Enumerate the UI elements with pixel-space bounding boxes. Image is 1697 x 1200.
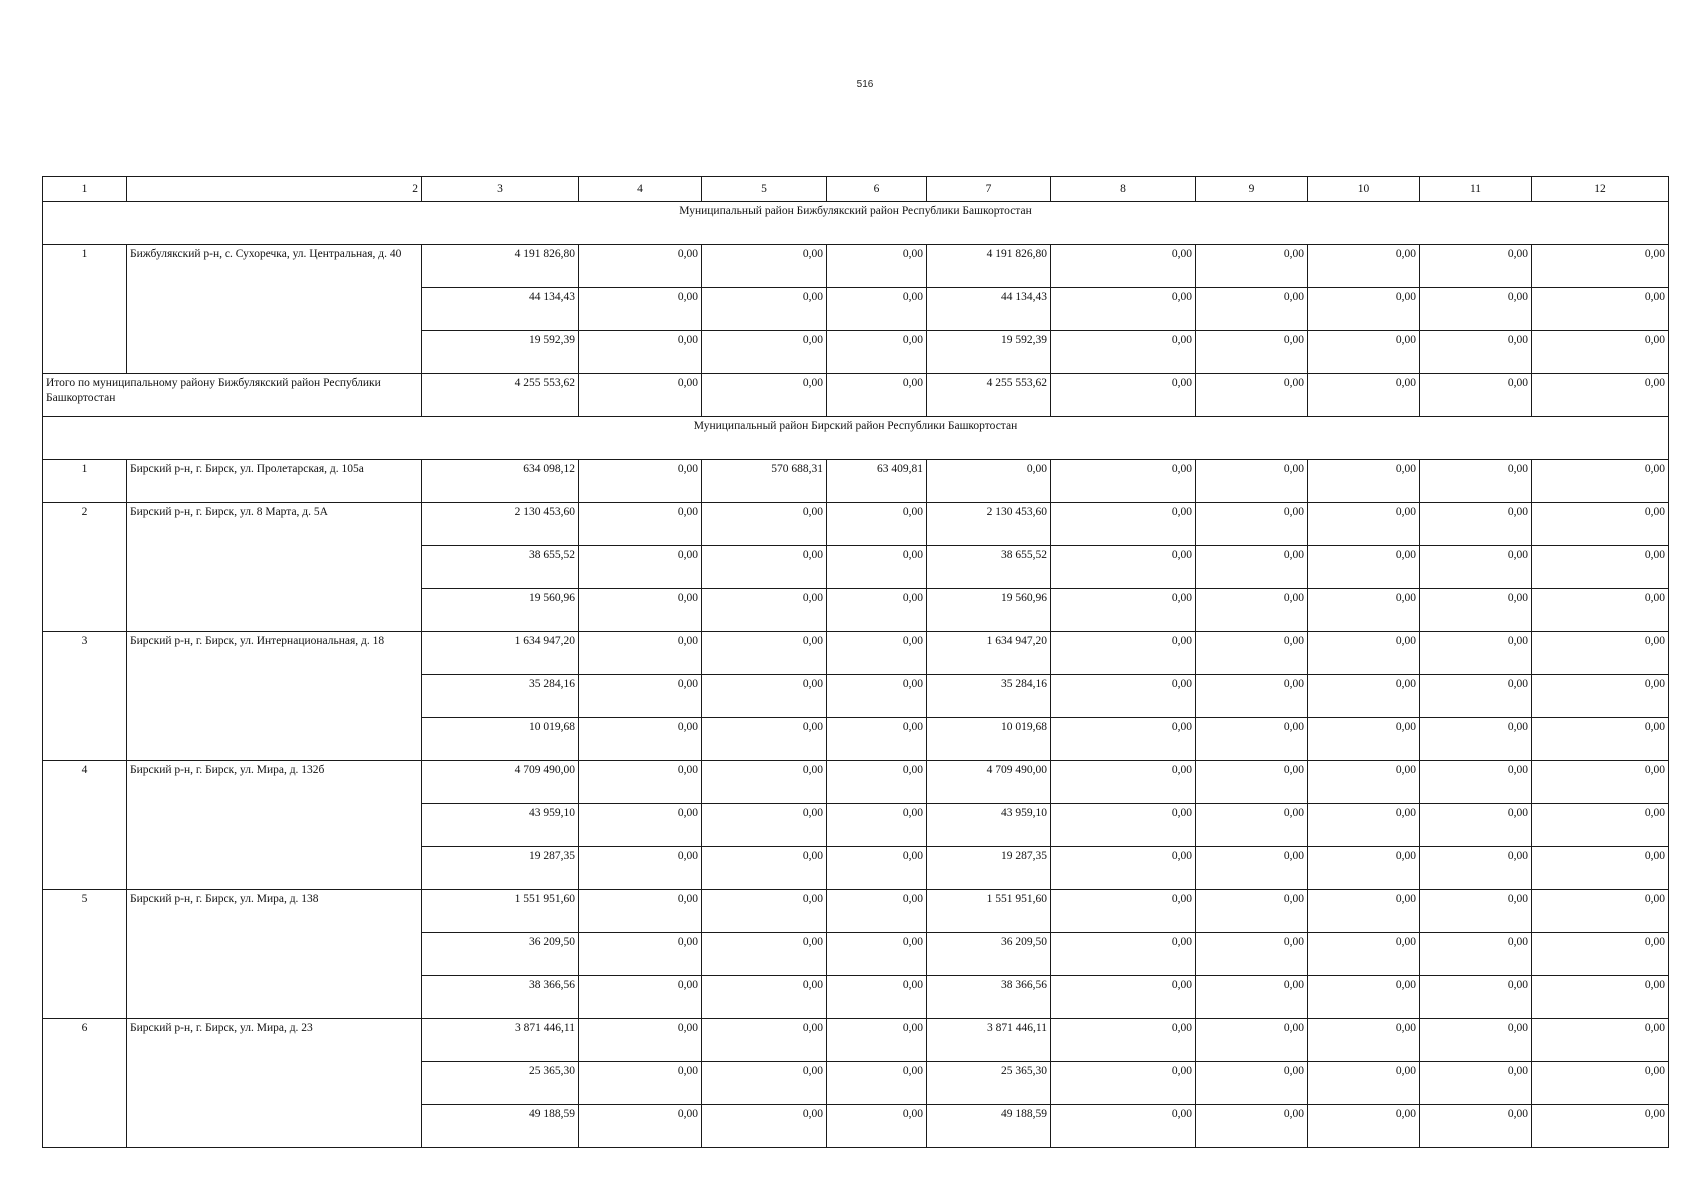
column-number: 11 xyxy=(1420,177,1532,202)
value-cell: 0,00 xyxy=(1308,804,1420,847)
value-cell: 0,00 xyxy=(1532,288,1669,331)
value-cell: 0,00 xyxy=(1196,245,1308,288)
value-cell: 0,00 xyxy=(1051,503,1196,546)
value-cell: 10 019,68 xyxy=(927,718,1051,761)
value-cell: 0,00 xyxy=(1051,976,1196,1019)
value-cell: 0,00 xyxy=(702,288,827,331)
column-number: 10 xyxy=(1308,177,1420,202)
value-cell: 49 188,59 xyxy=(422,1105,579,1148)
total-value-cell: 0,00 xyxy=(1051,374,1196,417)
value-cell: 3 871 446,11 xyxy=(422,1019,579,1062)
object-address: Бижбулякский р-н, с. Сухоречка, ул. Центральная, д. 40 xyxy=(127,245,422,374)
value-cell: 63 409,81 xyxy=(827,460,927,503)
value-cell: 0,00 xyxy=(827,1062,927,1105)
value-cell: 0,00 xyxy=(702,761,827,804)
value-cell: 44 134,43 xyxy=(422,288,579,331)
value-cell: 0,00 xyxy=(1196,976,1308,1019)
table-row xyxy=(43,460,1669,503)
table-row xyxy=(43,761,1669,804)
value-cell: 0,00 xyxy=(579,890,702,933)
value-cell: 0,00 xyxy=(702,675,827,718)
value-cell: 0,00 xyxy=(1532,546,1669,589)
value-cell: 0,00 xyxy=(1196,933,1308,976)
value-cell: 35 284,16 xyxy=(927,675,1051,718)
value-cell: 1 634 947,20 xyxy=(422,632,579,675)
value-cell: 0,00 xyxy=(1051,331,1196,374)
value-cell: 0,00 xyxy=(1196,1105,1308,1148)
value-cell: 1 551 951,60 xyxy=(422,890,579,933)
value-cell: 19 560,96 xyxy=(927,589,1051,632)
value-cell: 0,00 xyxy=(702,632,827,675)
section-header-row xyxy=(43,202,1669,245)
value-cell: 0,00 xyxy=(1420,761,1532,804)
value-cell: 0,00 xyxy=(1420,890,1532,933)
value-cell: 0,00 xyxy=(827,804,927,847)
value-cell: 0,00 xyxy=(827,933,927,976)
value-cell: 0,00 xyxy=(1051,933,1196,976)
value-cell: 0,00 xyxy=(1532,761,1669,804)
value-cell: 0,00 xyxy=(1532,331,1669,374)
value-cell: 0,00 xyxy=(1420,589,1532,632)
value-cell: 0,00 xyxy=(1532,890,1669,933)
value-cell: 0,00 xyxy=(1532,632,1669,675)
value-cell: 25 365,30 xyxy=(422,1062,579,1105)
value-cell: 0,00 xyxy=(702,1019,827,1062)
value-cell: 0,00 xyxy=(579,1062,702,1105)
value-cell: 0,00 xyxy=(702,1062,827,1105)
value-cell: 0,00 xyxy=(1420,976,1532,1019)
value-cell: 0,00 xyxy=(579,245,702,288)
value-cell: 0,00 xyxy=(579,589,702,632)
value-cell: 0,00 xyxy=(702,331,827,374)
value-cell: 25 365,30 xyxy=(927,1062,1051,1105)
value-cell: 0,00 xyxy=(1051,761,1196,804)
value-cell: 0,00 xyxy=(579,976,702,1019)
value-cell: 0,00 xyxy=(579,718,702,761)
value-cell: 0,00 xyxy=(1308,1019,1420,1062)
value-cell: 0,00 xyxy=(1051,804,1196,847)
value-cell: 0,00 xyxy=(1308,890,1420,933)
value-cell: 0,00 xyxy=(579,546,702,589)
value-cell: 4 709 490,00 xyxy=(422,761,579,804)
column-number: 6 xyxy=(827,177,927,202)
value-cell: 0,00 xyxy=(1308,331,1420,374)
value-cell: 10 019,68 xyxy=(422,718,579,761)
value-cell: 0,00 xyxy=(1532,933,1669,976)
column-number: 7 xyxy=(927,177,1051,202)
value-cell: 0,00 xyxy=(1051,288,1196,331)
value-cell: 0,00 xyxy=(827,503,927,546)
value-cell: 0,00 xyxy=(1308,589,1420,632)
object-address: Бирский р-н, г. Бирск, ул. Мира, д. 132б xyxy=(127,761,422,890)
column-number: 5 xyxy=(702,177,827,202)
object-address: Бирский р-н, г. Бирск, ул. 8 Марта, д. 5А xyxy=(127,503,422,632)
value-cell: 0,00 xyxy=(1532,1019,1669,1062)
column-number: 1 xyxy=(43,177,127,202)
value-cell: 0,00 xyxy=(579,460,702,503)
value-cell: 0,00 xyxy=(1308,460,1420,503)
value-cell: 0,00 xyxy=(1196,761,1308,804)
value-cell: 0,00 xyxy=(1420,675,1532,718)
value-cell: 0,00 xyxy=(1196,331,1308,374)
value-cell: 0,00 xyxy=(827,546,927,589)
value-cell: 0,00 xyxy=(827,890,927,933)
total-value-cell: 0,00 xyxy=(702,374,827,417)
value-cell: 0,00 xyxy=(1196,632,1308,675)
value-cell: 38 366,56 xyxy=(422,976,579,1019)
value-cell: 0,00 xyxy=(827,675,927,718)
value-cell: 0,00 xyxy=(827,589,927,632)
value-cell: 2 130 453,60 xyxy=(927,503,1051,546)
total-value-cell: 0,00 xyxy=(579,374,702,417)
value-cell: 0,00 xyxy=(579,288,702,331)
value-cell: 0,00 xyxy=(579,761,702,804)
value-cell: 0,00 xyxy=(1308,632,1420,675)
row-number: 1 xyxy=(43,245,127,374)
value-cell: 19 560,96 xyxy=(422,589,579,632)
value-cell: 0,00 xyxy=(1420,503,1532,546)
value-cell: 0,00 xyxy=(1420,632,1532,675)
value-cell: 0,00 xyxy=(1420,1019,1532,1062)
value-cell: 0,00 xyxy=(1051,675,1196,718)
total-value-cell: 0,00 xyxy=(1420,374,1532,417)
value-cell: 0,00 xyxy=(1420,1062,1532,1105)
value-cell: 0,00 xyxy=(579,331,702,374)
value-cell: 0,00 xyxy=(1196,804,1308,847)
value-cell: 0,00 xyxy=(1532,976,1669,1019)
value-cell: 0,00 xyxy=(1532,1105,1669,1148)
table-row xyxy=(43,245,1669,288)
value-cell: 0,00 xyxy=(1532,589,1669,632)
value-cell: 1 634 947,20 xyxy=(927,632,1051,675)
budget-table xyxy=(42,176,1669,1148)
value-cell: 0,00 xyxy=(827,761,927,804)
value-cell: 570 688,31 xyxy=(702,460,827,503)
value-cell: 44 134,43 xyxy=(927,288,1051,331)
value-cell: 0,00 xyxy=(702,245,827,288)
value-cell: 35 284,16 xyxy=(422,675,579,718)
column-number: 9 xyxy=(1196,177,1308,202)
value-cell: 0,00 xyxy=(827,718,927,761)
value-cell: 0,00 xyxy=(1532,847,1669,890)
value-cell: 0,00 xyxy=(1051,890,1196,933)
value-cell: 43 959,10 xyxy=(927,804,1051,847)
value-cell: 0,00 xyxy=(1308,546,1420,589)
value-cell: 0,00 xyxy=(1532,503,1669,546)
value-cell: 0,00 xyxy=(1051,546,1196,589)
value-cell: 0,00 xyxy=(1051,1105,1196,1148)
value-cell: 0,00 xyxy=(1308,675,1420,718)
value-cell: 0,00 xyxy=(702,933,827,976)
object-address: Бирский р-н, г. Бирск, ул. Мира, д. 23 xyxy=(127,1019,422,1148)
row-number: 1 xyxy=(43,460,127,503)
value-cell: 0,00 xyxy=(579,632,702,675)
value-cell: 0,00 xyxy=(579,933,702,976)
value-cell: 0,00 xyxy=(1196,890,1308,933)
value-cell: 0,00 xyxy=(579,1105,702,1148)
value-cell: 0,00 xyxy=(1420,847,1532,890)
value-cell: 0,00 xyxy=(579,1019,702,1062)
value-cell: 0,00 xyxy=(1308,718,1420,761)
value-cell: 0,00 xyxy=(1308,933,1420,976)
value-cell: 0,00 xyxy=(702,804,827,847)
section-header-row xyxy=(43,417,1669,460)
value-cell: 0,00 xyxy=(1532,804,1669,847)
table-row xyxy=(43,632,1669,675)
value-cell: 38 655,52 xyxy=(927,546,1051,589)
value-cell: 0,00 xyxy=(1420,546,1532,589)
value-cell: 0,00 xyxy=(579,503,702,546)
total-value-cell: 0,00 xyxy=(1196,374,1308,417)
value-cell: 38 655,52 xyxy=(422,546,579,589)
value-cell: 0,00 xyxy=(1196,546,1308,589)
value-cell: 0,00 xyxy=(1308,847,1420,890)
value-cell: 0,00 xyxy=(1051,1062,1196,1105)
value-cell: 0,00 xyxy=(702,589,827,632)
value-cell: 0,00 xyxy=(702,718,827,761)
value-cell: 0,00 xyxy=(827,976,927,1019)
value-cell: 0,00 xyxy=(579,675,702,718)
value-cell: 0,00 xyxy=(702,890,827,933)
value-cell: 0,00 xyxy=(579,804,702,847)
value-cell: 0,00 xyxy=(1532,245,1669,288)
value-cell: 2 130 453,60 xyxy=(422,503,579,546)
value-cell: 0,00 xyxy=(1196,718,1308,761)
value-cell: 49 188,59 xyxy=(927,1105,1051,1148)
object-address: Бирский р-н, г. Бирск, ул. Интернациональная, д. 18 xyxy=(127,632,422,761)
value-cell: 0,00 xyxy=(1420,331,1532,374)
value-cell: 4 191 826,80 xyxy=(927,245,1051,288)
value-cell: 0,00 xyxy=(1051,460,1196,503)
row-number: 2 xyxy=(43,503,127,632)
value-cell: 19 592,39 xyxy=(422,331,579,374)
value-cell: 0,00 xyxy=(1420,288,1532,331)
value-cell: 4 709 490,00 xyxy=(927,761,1051,804)
total-label: Итого по муниципальному району Бижбулякский район Республики Башкортостан xyxy=(43,374,422,417)
value-cell: 0,00 xyxy=(1051,632,1196,675)
value-cell: 19 287,35 xyxy=(927,847,1051,890)
value-cell: 4 191 826,80 xyxy=(422,245,579,288)
value-cell: 0,00 xyxy=(1308,245,1420,288)
value-cell: 0,00 xyxy=(1532,460,1669,503)
total-value-cell: 0,00 xyxy=(827,374,927,417)
value-cell: 0,00 xyxy=(1532,1062,1669,1105)
column-number: 2 xyxy=(127,177,422,202)
value-cell: 0,00 xyxy=(827,288,927,331)
value-cell: 0,00 xyxy=(1420,460,1532,503)
value-cell: 0,00 xyxy=(1308,1062,1420,1105)
value-cell: 43 959,10 xyxy=(422,804,579,847)
value-cell: 0,00 xyxy=(1420,1105,1532,1148)
total-value-cell: 0,00 xyxy=(1532,374,1669,417)
value-cell: 0,00 xyxy=(1308,288,1420,331)
section-title: Муниципальный район Бижбулякский район Республики Башкортостан xyxy=(43,202,1669,245)
row-number: 4 xyxy=(43,761,127,890)
total-value-cell: 4 255 553,62 xyxy=(422,374,579,417)
table-row xyxy=(43,503,1669,546)
value-cell: 0,00 xyxy=(827,632,927,675)
value-cell: 0,00 xyxy=(1308,976,1420,1019)
value-cell: 0,00 xyxy=(1532,718,1669,761)
value-cell: 38 366,56 xyxy=(927,976,1051,1019)
table-row xyxy=(43,890,1669,933)
value-cell: 0,00 xyxy=(1051,718,1196,761)
value-cell: 634 098,12 xyxy=(422,460,579,503)
total-value-cell: 0,00 xyxy=(1308,374,1420,417)
value-cell: 0,00 xyxy=(827,847,927,890)
value-cell: 0,00 xyxy=(1532,675,1669,718)
value-cell: 0,00 xyxy=(1051,847,1196,890)
value-cell: 0,00 xyxy=(827,245,927,288)
value-cell: 0,00 xyxy=(702,976,827,1019)
value-cell: 19 287,35 xyxy=(422,847,579,890)
table-row xyxy=(43,1019,1669,1062)
value-cell: 0,00 xyxy=(1420,245,1532,288)
row-number: 3 xyxy=(43,632,127,761)
value-cell: 36 209,50 xyxy=(422,933,579,976)
value-cell: 36 209,50 xyxy=(927,933,1051,976)
value-cell: 1 551 951,60 xyxy=(927,890,1051,933)
value-cell: 0,00 xyxy=(702,503,827,546)
value-cell: 0,00 xyxy=(1308,1105,1420,1148)
value-cell: 0,00 xyxy=(1196,847,1308,890)
value-cell: 0,00 xyxy=(1196,1019,1308,1062)
column-number: 4 xyxy=(579,177,702,202)
value-cell: 19 592,39 xyxy=(927,331,1051,374)
value-cell: 0,00 xyxy=(1051,589,1196,632)
column-number: 3 xyxy=(422,177,579,202)
object-address: Бирский р-н, г. Бирск, ул. Пролетарская, д. 105а xyxy=(127,460,422,503)
row-number: 6 xyxy=(43,1019,127,1148)
value-cell: 0,00 xyxy=(1420,933,1532,976)
row-number: 5 xyxy=(43,890,127,1019)
total-value-cell: 4 255 553,62 xyxy=(927,374,1051,417)
table-body xyxy=(43,177,1669,1148)
total-row xyxy=(43,374,1669,417)
value-cell: 0,00 xyxy=(1196,460,1308,503)
value-cell: 0,00 xyxy=(579,847,702,890)
value-cell: 0,00 xyxy=(702,847,827,890)
value-cell: 0,00 xyxy=(927,460,1051,503)
value-cell: 0,00 xyxy=(1196,503,1308,546)
value-cell: 0,00 xyxy=(702,1105,827,1148)
value-cell: 0,00 xyxy=(1196,288,1308,331)
value-cell: 3 871 446,11 xyxy=(927,1019,1051,1062)
value-cell: 0,00 xyxy=(827,331,927,374)
column-number-row xyxy=(43,177,1669,202)
value-cell: 0,00 xyxy=(827,1019,927,1062)
column-number: 8 xyxy=(1051,177,1196,202)
value-cell: 0,00 xyxy=(1196,1062,1308,1105)
value-cell: 0,00 xyxy=(1051,1019,1196,1062)
value-cell: 0,00 xyxy=(1420,718,1532,761)
value-cell: 0,00 xyxy=(1196,675,1308,718)
value-cell: 0,00 xyxy=(1420,804,1532,847)
value-cell: 0,00 xyxy=(1051,245,1196,288)
value-cell: 0,00 xyxy=(827,1105,927,1148)
object-address: Бирский р-н, г. Бирск, ул. Мира, д. 138 xyxy=(127,890,422,1019)
page-number: 516 xyxy=(856,79,874,90)
value-cell: 0,00 xyxy=(1308,761,1420,804)
column-number: 12 xyxy=(1532,177,1669,202)
value-cell: 0,00 xyxy=(1196,589,1308,632)
value-cell: 0,00 xyxy=(702,546,827,589)
section-title: Муниципальный район Бирский район Республики Башкортостан xyxy=(43,417,1669,460)
value-cell: 0,00 xyxy=(1308,503,1420,546)
